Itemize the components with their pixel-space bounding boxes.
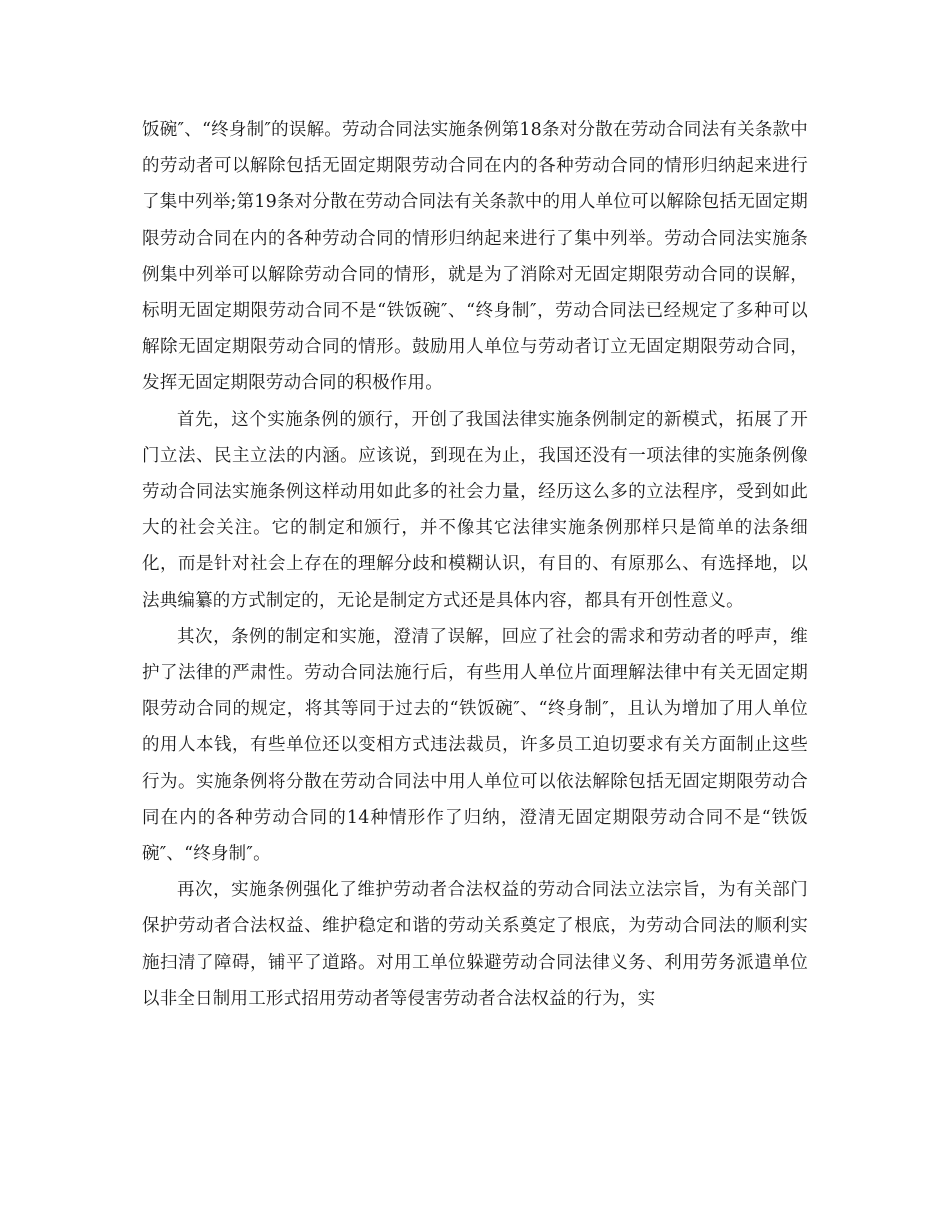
paragraph-second: 其次，条例的制定和实施，澄清了误解，回应了社会的需求和劳动者的呼声，维护了法律的严肃性。劳动合同法施行后，有些用人单位片面理解法律中有关无固定期限劳动合同的规定，将其等同于过去的“铁饭碗″、“终身制″，且认为增加了用人单位的用人本钱，有些单位还以变相方式违法裁员，许多员工迫切要求有关方面制止这些行为。实施条例将分散在劳动合同法中用人单位可以依法解除包括无固定期限劳动合同在内的各种劳动合同的14种情形作了归纳，澄清无固定期限劳动合同不是“铁饭碗″、“终身制″。 [142,626,808,865]
paragraph-first: 首先，这个实施条例的颁行，开创了我国法律实施条例制定的新模式，拓展了开门立法、民主立法的内涵。应该说，到现在为止，我国还没有一项法律的实施条例像劳动合同法实施条例这样动用如此多的社会力量，经历这么多的立法程序，受到如此大的社会关注。它的制定和颁行，并不像其它法律实施条例那样只是简单的法条细化，而是针对社会上存在的理解分歧和模糊认识，有目的、有原那么、有选择地，以法典编纂的方式制定的，无论是制定方式还是具体内容，都具有开创性意义。 [142,409,808,611]
paragraph-continued: 饭碗″、“终身制″的误解。劳动合同法实施条例第18条对分散在劳动合同法有关条款中的劳动者可以解除包括无固定期限劳动合同在内的各种劳动合同的情形归纳起来进行了集中列举;第19条对分散在劳动合同法有关条款中的用人单位可以解除包括无固定期限劳动合同在内的各种劳动合同的情形归纳起来进行了集中列举。劳动合同法实施条例集中列举可以解除劳动合同的情形，就是为了消除对无固定期限劳动合同的误解，标明无固定期限劳动合同不是“铁饭碗″、“终身制″，劳动合同法已经规定了多种可以解除无固定期限劳动合同的情形。鼓励用人单位与劳动者订立无固定期限劳动合同，发挥无固定期限劳动合同的积极作用。 [142,120,808,394]
document-body [142,112,808,1017]
paragraph-third: 再次，实施条例强化了维护劳动者合法权益的劳动合同法立法宗旨，为有关部门保护劳动者合法权益、维护稳定和谐的劳动关系奠定了根底，为劳动合同法的顺利实施扫清了障碍，铺平了道路。对用工单位躲避劳动合同法律义务、利用劳务派遣单位以非全日制用工形式招用劳动者等侵害劳动者合法权益的行为，实 [142,880,808,1009]
